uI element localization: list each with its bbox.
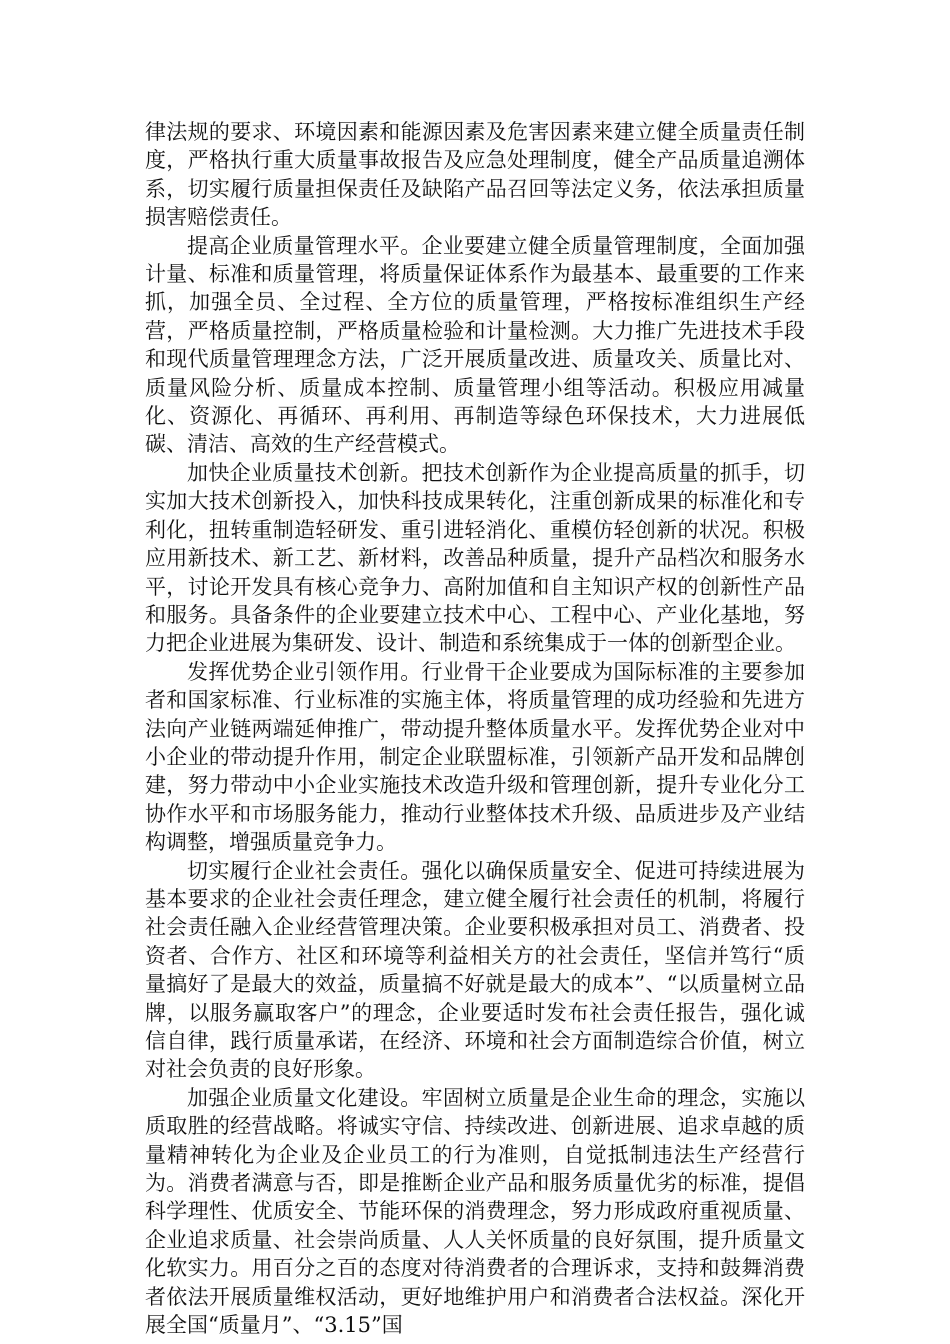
document-page [145,118,805,1339]
paragraph-technology-innovation: 加快企业质量技术创新。把技术创新作为企业提高质量的抓手，切实加大技术创新投入，加快科技成果转化，注重创新成果的标准化和专利化，扭转重制造轻研发、重引进轻消化、重模仿轻创新的状况。积极应用新技术、新工艺、新材料，改善品种质量，提升产品档次和服务水平，讨论开发具有核心竞争力、高附加值和自主知识产权的创新性产品和服务。具备条件的企业要建立技术中心、工程中心、产业化基地，努力把企业进展为集研发、设计、制造和系统集成于一体的创新型企业。 [145,460,805,656]
paragraph-quality-management: 提高企业质量管理水平。企业要建立健全质量管理制度，全面加强计量、标准和质量管理，将质量保证体系作为最基本、最重要的工作来抓，加强全员、全过程、全方位的质量管理，严格按标准组织生产经营，严格质量控制，严格质量检验和计量检测。大力推广先进技术手段和现代质量管理理念方法，广泛开展质量改进、质量攻关、质量比对、质量风险分析、质量成本控制、质量管理小组等活动。积极应用减量化、资源化、再循环、再利用、再制造等绿色环保技术，大力进展低碳、清洁、高效的生产经营模式。 [145,233,805,457]
paragraph-social-responsibility: 切实履行企业社会责任。强化以确保质量安全、促进可持续进展为基本要求的企业社会责任理念，建立健全履行社会责任的机制，将履行社会责任融入企业经营管理决策。企业要积极承担对员工、消费者、投资者、合作方、社区和环境等利益相关方的社会责任，坚信并笃行“质量搞好了是最大的效益，质量搞不好就是最大的成本”、“以质量树立品牌，以服务赢取客户”的理念，企业要适时发布社会责任报告，强化诚信自律，践行质量承诺，在经济、环境和社会方面制造综合价值，树立对社会负责的良好形象。 [145,858,805,1082]
paragraph-leading-enterprises: 发挥优势企业引领作用。行业骨干企业要成为国际标准的主要参加者和国家标准、行业标准的实施主体，将质量管理的成功经验和先进方法向产业链两端延伸推广，带动提升整体质量水平。发挥优势企业对中小企业的带动提升作用，制定企业联盟标准，引领新产品开发和品牌创建，努力带动中小企业实施技术改造升级和管理创新，提升专业化分工协作水平和市场服务能力，推动行业整体技术升级、品质进步及产业结构调整，增强质量竞争力。 [145,659,805,855]
paragraph-continuation: 律法规的要求、环境因素和能源因素及危害因素来建立健全质量责任制度，严格执行重大质量事故报告及应急处理制度，健全产品质量追溯体系，切实履行质量担保责任及缺陷产品召回等法定义务，依法承担质量损害赔偿责任。 [145,120,805,230]
paragraph-quality-culture: 加强企业质量文化建设。牢固树立质量是企业生命的理念，实施以质取胜的经营战略。将诚实守信、持续改进、创新进展、追求卓越的质量精神转化为企业及企业员工的行为准则，自觉抵制违法生产经营行为。消费者满意与否，即是推断企业产品和服务质量优劣的标准，提倡科学理性、优质安全、节能环保的消费理念，努力形成政府重视质量、企业追求质量、社会崇尚质量、人人关怀质量的良好氛围，提升质量文化软实力。用百分之百的态度对待消费者的合理诉求，支持和鼓舞消费者依法开展质量维权活动，更好地维护用户和消费者合法权益。深化开展全国“质量月”、“3.15”国 [145,1085,805,1338]
